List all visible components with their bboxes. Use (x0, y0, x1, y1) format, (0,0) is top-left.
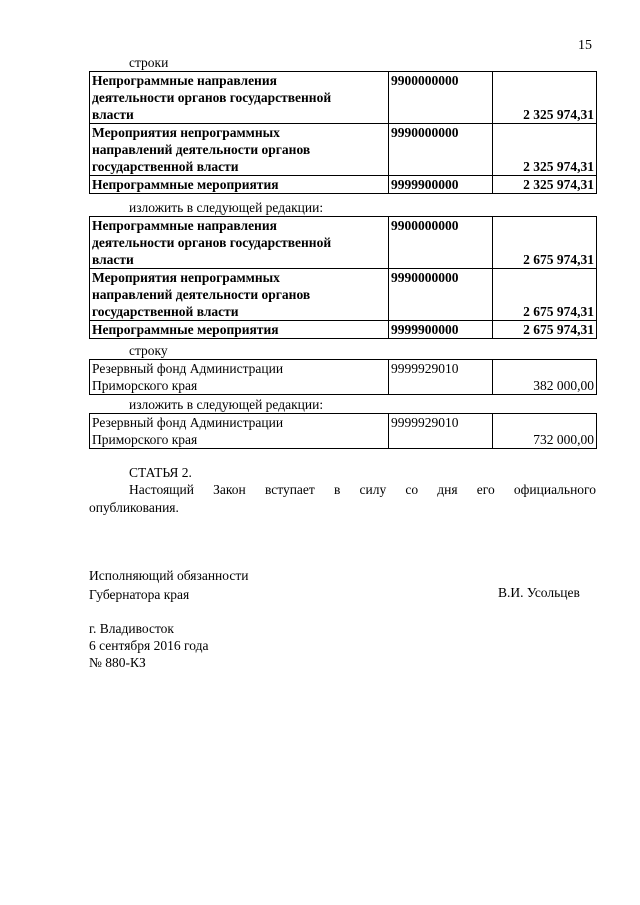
name-line: власти (92, 107, 134, 122)
row-name (90, 360, 389, 395)
article-line: опубликования. (89, 500, 179, 515)
name-line: Непрограммные направления (92, 73, 277, 88)
name-line: Непрограммные мероприятия (92, 322, 279, 337)
position-line: Губернатора края (89, 587, 190, 602)
name-line: деятельности органов государственной (92, 235, 332, 250)
table-row (90, 414, 597, 449)
row-code: 9999929010 (389, 360, 493, 395)
law-number: № 880-КЗ (89, 655, 146, 670)
table-old-budget-lines (89, 71, 597, 194)
name-line: Непрограммные направления (92, 218, 277, 233)
name-line: Резервный фонд Администрации (92, 415, 284, 430)
city: г. Владивосток (89, 621, 174, 636)
article-body (89, 481, 596, 517)
note-row: строку (129, 343, 168, 358)
name-line: государственной власти (92, 159, 239, 174)
table-row (90, 360, 597, 395)
row-name (90, 414, 389, 449)
row-amount: 2 675 974,31 (493, 269, 597, 321)
page-number: 15 (578, 38, 592, 53)
note-replace-with: изложить в следующей редакции: (129, 397, 324, 412)
row-amount: 2 325 974,31 (493, 124, 597, 176)
row-name (90, 72, 389, 124)
signatory-position (89, 566, 248, 604)
row-name (90, 176, 389, 194)
article-line: Настоящий Закон вступает в силу со дня его официального (129, 482, 596, 497)
name-line: Мероприятия непрограммных (92, 270, 280, 285)
row-code: 9990000000 (389, 124, 493, 176)
name-line: Непрограммные мероприятия (92, 177, 279, 192)
article-title: СТАТЬЯ 2. (129, 465, 192, 480)
place-date-number (89, 620, 208, 671)
position-line: Исполняющий обязанности (89, 568, 249, 583)
name-line: власти (92, 252, 134, 267)
name-line: направлений деятельности органов (92, 287, 311, 302)
row-code: 9999900000 (389, 176, 493, 194)
row-amount: 2 325 974,31 (493, 72, 597, 124)
name-line: Приморского края (92, 432, 198, 447)
table-reserve-old (89, 359, 597, 395)
row-code: 9900000000 (389, 72, 493, 124)
row-amount: 2 325 974,31 (493, 176, 597, 194)
table-row (90, 124, 597, 176)
row-name (90, 321, 389, 339)
table-row (90, 72, 597, 124)
table-new-budget-lines (89, 216, 597, 339)
row-code: 9900000000 (389, 217, 493, 269)
row-amount: 732 000,00 (493, 414, 597, 449)
note-rows: строки (129, 55, 169, 70)
table-row (90, 217, 597, 269)
name-line: государственной власти (92, 304, 239, 319)
table-row (90, 321, 597, 339)
row-amount: 382 000,00 (493, 360, 597, 395)
row-code: 9999929010 (389, 414, 493, 449)
row-amount: 2 675 974,31 (493, 321, 597, 339)
table-reserve-new (89, 413, 597, 449)
name-line: Резервный фонд Администрации (92, 361, 284, 376)
row-code: 9999900000 (389, 321, 493, 339)
signatory-name: В.И. Усольцев (498, 585, 580, 600)
table-row (90, 176, 597, 194)
name-line: деятельности органов государственной (92, 90, 332, 105)
row-name (90, 269, 389, 321)
row-code: 9990000000 (389, 269, 493, 321)
name-line: Приморского края (92, 378, 198, 393)
row-amount: 2 675 974,31 (493, 217, 597, 269)
row-name (90, 124, 389, 176)
date: 6 сентября 2016 года (89, 638, 209, 653)
note-replace-with: изложить в следующей редакции: (129, 200, 324, 215)
name-line: Мероприятия непрограммных (92, 125, 280, 140)
name-line: направлений деятельности органов (92, 142, 311, 157)
table-row (90, 269, 597, 321)
row-name (90, 217, 389, 269)
